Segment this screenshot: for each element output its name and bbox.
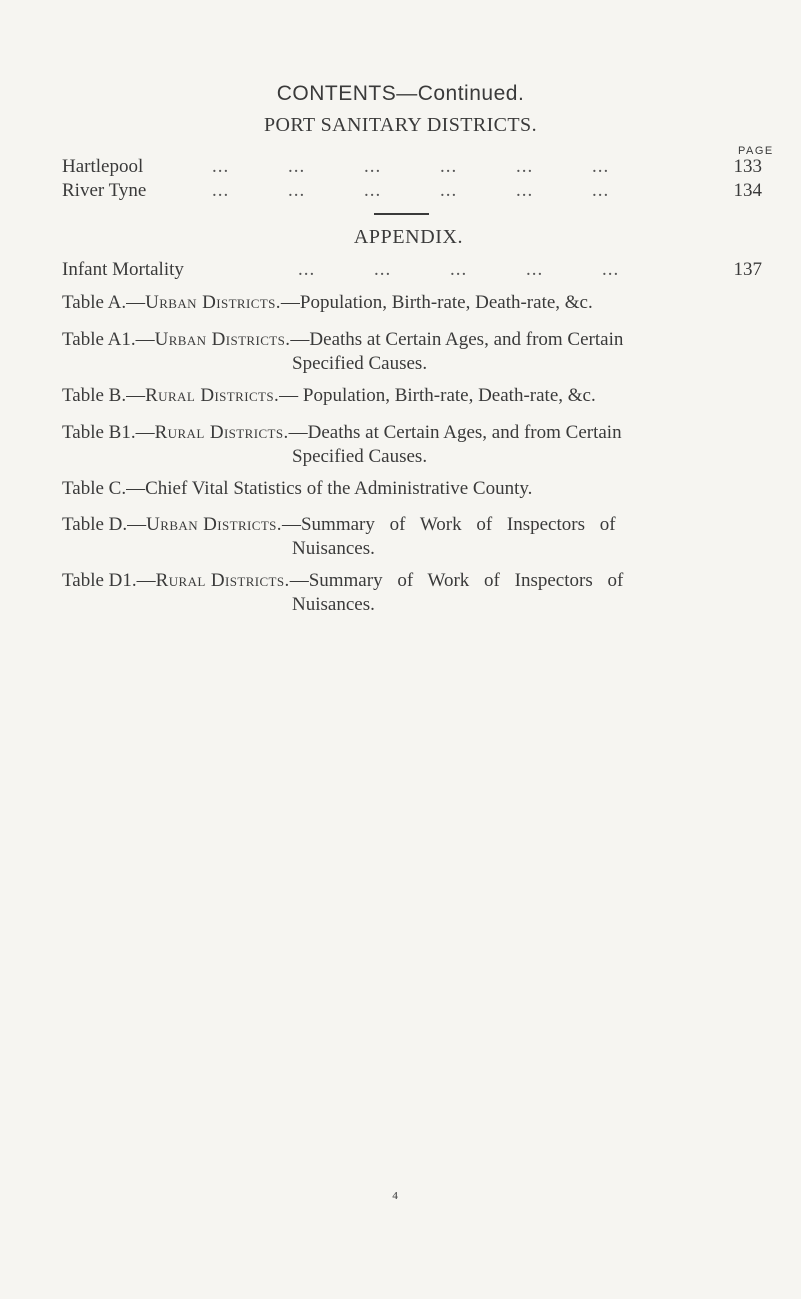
leader-dots: ... ... ... ... ... ...	[212, 180, 610, 201]
table-ref: Table C.—	[62, 478, 146, 499]
leader-dots: ... ... ... ... ... ...	[212, 156, 610, 177]
district-type: Rural Districts.	[154, 422, 289, 443]
table-description: —Summary of Work of Inspectors of	[281, 514, 616, 535]
table-ref: Table D.—	[62, 514, 147, 535]
leader-dots: ... ... ... ... ...	[298, 259, 620, 280]
table-description: —Deaths at Certain Ages, and from Certain	[290, 329, 624, 350]
table-description: —Deaths at Certain Ages, and from Certain	[288, 422, 622, 443]
appendix-entry-table-d	[62, 513, 752, 561]
toc-entry-page: 137	[733, 259, 762, 280]
appendix-entry-table-c	[62, 477, 752, 501]
page-column-label: PAGE	[738, 145, 774, 157]
appendix-entry-table-b	[62, 384, 752, 408]
footer-mark: ⁴	[392, 1188, 399, 1208]
table-ref: Table D1.—	[62, 570, 156, 591]
toc-row-hartlepool	[62, 156, 762, 180]
table-description-continued: Nuisances.	[292, 594, 375, 615]
table-ref: Table A.—	[62, 292, 146, 313]
toc-entry-name: Infant Mortality	[62, 259, 184, 280]
appendix-entry-table-a	[62, 291, 752, 315]
contents-title: CONTENTS—Continued.	[276, 82, 525, 105]
table-description: — Population, Birth-rate, Death-rate, &c.	[279, 385, 596, 406]
table-description: —Population, Birth-rate, Death-rate, &c.	[280, 292, 593, 313]
district-type: Rural Districts.	[145, 385, 280, 406]
table-ref: Table B1.—	[62, 422, 155, 443]
district-type: Urban Districts.	[154, 329, 291, 350]
toc-entry-page: 134	[733, 180, 762, 201]
table-description-continued: Nuisances.	[292, 538, 375, 559]
toc-row-infant-mortality	[62, 259, 762, 283]
appendix-title: APPENDIX.	[353, 226, 464, 248]
section-divider	[374, 213, 429, 215]
appendix-entry-table-d1	[62, 569, 752, 617]
section-title: PORT SANITARY DISTRICTS.	[264, 114, 537, 136]
appendix-entry-table-a1	[62, 328, 752, 376]
district-type: Rural Districts.	[155, 570, 290, 591]
district-type: Urban Districts.	[146, 514, 282, 535]
table-ref: Table B.—	[62, 385, 146, 406]
table-description: —Summary of Work of Inspectors of	[289, 570, 624, 591]
toc-row-river-tyne	[62, 180, 762, 204]
appendix-entry-table-b1	[62, 421, 752, 469]
toc-entry-page: 133	[733, 156, 762, 177]
table-description: Chief Vital Statistics of the Administrative County.	[145, 478, 533, 499]
table-description-continued: Specified Causes.	[292, 446, 428, 467]
table-description-continued: Specified Causes.	[292, 353, 428, 374]
toc-entry-name: Hartlepool	[62, 156, 144, 177]
table-ref: Table A1.—	[62, 329, 155, 350]
district-type: Urban Districts.	[145, 292, 281, 313]
toc-entry-name: River Tyne	[62, 180, 147, 201]
